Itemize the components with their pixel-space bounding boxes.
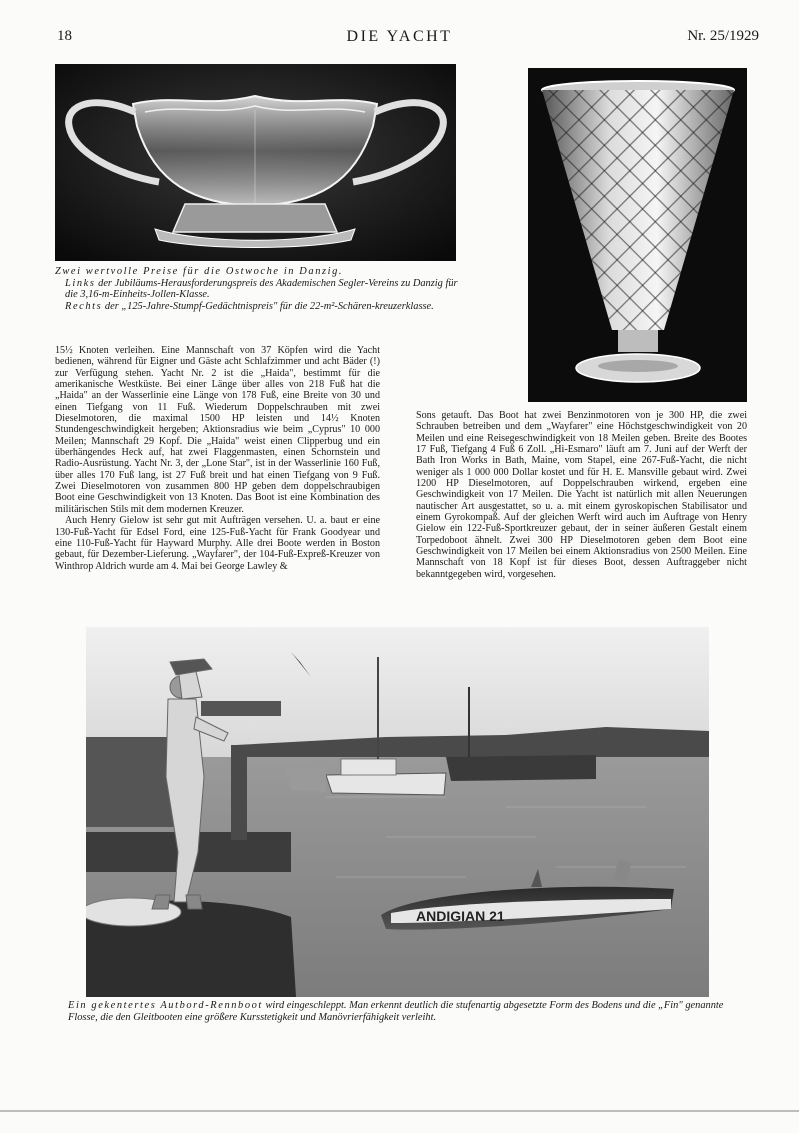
- bottom-caption: [68, 1000, 730, 1023]
- vase-photo: [528, 68, 747, 402]
- left-column: [55, 345, 380, 572]
- top-caption-right-lead: Rechts: [65, 300, 103, 312]
- issue-number: Nr. 25/1929: [687, 28, 759, 44]
- right-paragraph: Sons getauft. Das Boot hat zwei Benzinmotoren von je 300 HP, die zwei Schrauben betreiben und dem „Wayfarer" eine Höchstgeschwindigkeit von 20 Meilen und eine Reisegeschwindigkeit von 18 Meilen geben. Breite des Bootes 17 Fuß, Tiefgang 4 Fuß 6 Zoll. „Hi-Esmaro" läuft am 7. Juni auf der Werft der Bath Iron Works in Bath, Maine, vom Stapel, eine 267-Fuß-Yacht, die nicht weniger als 1 000 000 Dollar kostet und für H. E. Mansville gebaut wird. Zwei 1200 HP Dieselmotoren, auf Doppelschrauben wirkend, ergeben eine Geschwindigkeit von 17 Meilen. Die Yacht ist natürlich mit allen Neuerungen nautischer Art ausgestattet, so u. a. mit einem gyroskopischen Stabilisator und einem Gyrokompaß. Auf der gleichen Werft wird auch im Auftrage von Henry Gielow ein 122-Fuß-Sportkreuzer gebaut, der in seiner äußeren Gestalt einem Torpedoboot ähnelt. Zwei 300 HP Dieselmotoren geben dem Boot eine Geschwindigkeit von 17 Meilen bei einem Aktionsradius von 2500 Meilen. Eine Mannschaft von 18 Kopf ist für dieses Boot, dessen Auftraggeber nicht bekanntgegeben wird, vorgesehen.: [416, 410, 747, 580]
- top-caption-left-text: der Jubiläums-Herausforderungspreis des Akademischen Segler-Vereins zu Danzig für die 3,16-m-Einheits-Jollen-Klasse.: [65, 277, 458, 301]
- page-bottom-rule: [0, 1110, 799, 1112]
- journal-title: DIE YACHT: [346, 28, 453, 45]
- bottom-caption-lead: Ein gekentertes Autbord-Rennboot: [68, 1000, 263, 1011]
- bottom-caption-text: wird eingeschleppt. Man erkennt deutlich die stufenartig abgesetzte Form des Bodens und die „Fin" genannte Flosse, die den Gleitbooten eine größere Kursstetigkeit und Manövrierfähigkeit verleiht.: [68, 1000, 724, 1023]
- hull-number: ANDIGIAN 21: [416, 908, 505, 924]
- top-caption: [55, 266, 460, 312]
- bowl-photo: [55, 64, 456, 261]
- top-caption-left-lead: Links: [65, 277, 96, 289]
- capsized-boat-photo: [86, 627, 709, 997]
- left-paragraph: Auch Henry Gielow ist sehr gut mit Aufträgen versehen. U. a. baut er eine 130-Fuß-Yacht für Edsel Ford, eine 125-Fuß-Yacht für Frank Goodyear und eine 110-Fuß-Yacht für Hayward Murphy. Alle drei Boote werden in Boston gebaut, für Dezember-Lieferung. „Wayfarer", der 104-Fuß-Expreß-Kreuzer von Winthrop Aldrich wurde am 4. Mai bei George Lawley &: [55, 515, 380, 572]
- top-caption-right: [55, 301, 460, 313]
- top-caption-right-text: der „125-Jahre-Stumpf-Gedächtnispreis" für die 22-m²-Schären-kreuzerklasse.: [102, 300, 434, 312]
- top-caption-title: Zwei wertvolle Preise für die Ostwoche in Danzig.: [55, 266, 344, 277]
- page-number: 18: [57, 28, 72, 44]
- right-column: [416, 410, 747, 580]
- left-paragraph: 15½ Knoten verleihen. Eine Mannschaft von 37 Köpfen wird die Yacht bedienen, während für Eigner und Gäste acht Schlafzimmer und acht Bäder (!) zur Verfügung stehen. Yacht Nr. 2 ist die „Haida", bestimmt für die amerikanische Westküste. Bei einer Länge über alles von 218 Fuß hat die „Haida" an der Wasserlinie eine Länge von 178 Fuß, eine Breite von 30 und einen Tiefgang von 11 Fuß. Wiederum Doppelschrauben mit zwei Dieselmotoren, die maximal 1500 HP leisten und 14½ Knoten Stundengeschwindigkeit hergeben; Aktionsradius wie beim „Cyprus" 10 000 Meilen; Mannschaft 29 Kopf. Die „Haida" weist einen Clipperbug und ein überhängendes Heck auf, hat zwei Flaggenmasten, einen Schornstein und Radio-Ausrüstung. Yacht Nr. 3, der „Lone Star", ist in der Wasserlinie 160 Fuß, über alles 170 Fuß lang, ist 27 Fuß breit und hat einen Tiefgang von 9 Fuß. Zwei Dieselmotoren von zusammen 800 HP geben dem doppelschraubigen Boot eine Geschwindigkeit von 13 Knoten. Das Boot ist eine Kombination des militärischen Stils mit dem modernen Kreuzer.: [55, 345, 380, 515]
- top-caption-left: [55, 278, 460, 301]
